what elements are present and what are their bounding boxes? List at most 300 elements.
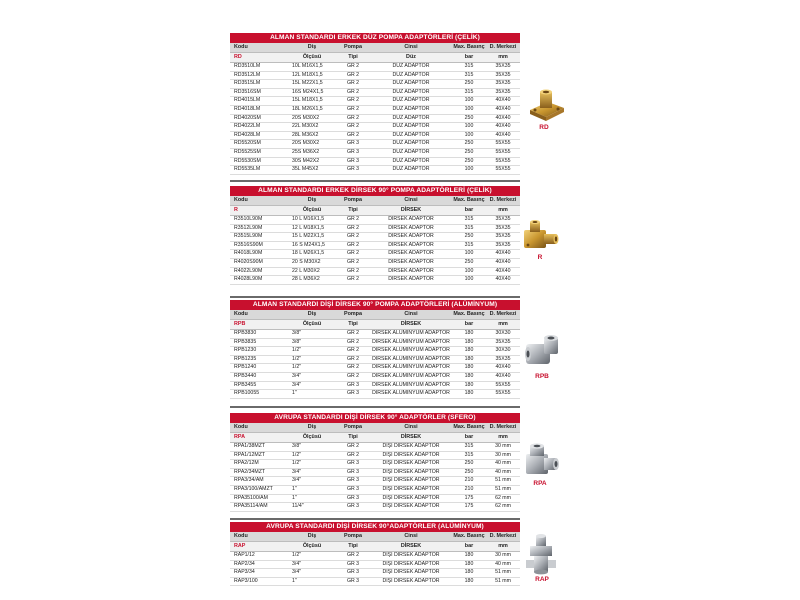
col-max-basinc: Max. Basınç [452,43,486,53]
table-cell: DİRSEK ALÜMİNYUM ADAPTÖR [370,347,452,356]
table-cell: 1/2" [288,451,336,460]
table-cell: DİŞİ DİRSEK ADAPTÖR [370,552,452,561]
subheader-row [230,433,520,443]
table-cell: 100 [452,250,486,259]
table-cell: GR 2 [336,443,370,452]
table-row [230,276,520,285]
table-cell: GR 3 [336,485,370,494]
table-cell: DİŞİ DİRSEK ADAPTÖR [370,460,452,469]
table-cell: 62 mm [486,503,520,512]
table-cell: R3512L90M [230,224,288,233]
sub-cinsi: DİRSEK [370,433,452,443]
table-cell: DİŞİ DİRSEK ADAPTÖR [370,477,452,486]
table-cell: DİRSEK ADAPTÖR [370,216,452,225]
header-row [230,43,520,53]
table-row [230,97,520,106]
table-cell: GR 2 [336,114,370,123]
table-cell: 15L M22X1,5 [288,80,336,89]
rd-adapter-photo [524,84,568,128]
sub-tipi: Tipi [336,542,370,552]
table-cell: 315 [452,88,486,97]
table-row [230,560,520,569]
table-cell: GR 2 [336,233,370,242]
table-cell: RPB1235 [230,355,288,364]
table-cell: 210 [452,485,486,494]
table-cell: 1/2" [288,355,336,364]
table-cell: 100 [452,97,486,106]
table-cell: RD3510LM [230,63,288,72]
table-cell: 180 [452,560,486,569]
subheader-row [230,542,520,552]
divider [230,180,520,182]
table-row [230,381,520,390]
table-cell: GR 3 [336,460,370,469]
table-cell: GR 3 [336,569,370,578]
table-cell: GR 3 [336,468,370,477]
table-cell: 1/2" [288,460,336,469]
table-row [230,468,520,477]
table-cell: 180 [452,569,486,578]
table-cell: DÜZ ADAPTÖR [370,80,452,89]
table-cell: DİŞİ DİRSEK ADAPTÖR [370,577,452,586]
table-row [230,477,520,486]
table-cell: 35X35 [486,63,520,72]
table-cell: 35X35 [486,88,520,97]
table-cell: 40X40 [486,364,520,373]
table-cell: DİŞİ DİRSEK ADAPTÖR [370,485,452,494]
table-cell: DÜZ ADAPTÖR [370,105,452,114]
table-cell: 11/4" [288,503,336,512]
subheader-row [230,53,520,63]
table-cell: RPB1230 [230,347,288,356]
col-d-merkezi: D. Merkezi [486,423,520,433]
table-cell: GR 2 [336,97,370,106]
table-cell: 3/4" [288,381,336,390]
table-cell: 250 [452,258,486,267]
product-table [230,532,520,586]
table-cell: R4022L90M [230,267,288,276]
table-cell: 40 mm [486,460,520,469]
table-row [230,451,520,460]
series-code: RD [230,53,288,63]
subheader-row [230,320,520,330]
table-cell: GR 2 [336,276,370,285]
sub-mm: mm [486,542,520,552]
table-row [230,131,520,140]
table-cell: 16S M24X1,5 [288,88,336,97]
table-cell: RPA2/34MZT [230,468,288,477]
table-cell: DİRSEK ALÜMİNYUM ADAPTÖR [370,364,452,373]
sub-cinsi: Düz [370,53,452,63]
table-cell: RAP3/34 [230,569,288,578]
table-cell: GR 3 [336,381,370,390]
table-cell: GR 3 [336,140,370,149]
table-row [230,338,520,347]
table-row [230,267,520,276]
table-cell: 28L M36X2 [288,131,336,140]
table-cell: 35X35 [486,216,520,225]
section-rap [230,522,520,586]
table-cell: 51 mm [486,577,520,586]
table-cell: RD4028LM [230,131,288,140]
table-cell: 18 L M26X1,5 [288,250,336,259]
table-cell: DÜZ ADAPTÖR [370,148,452,157]
table-cell: 16 S M24X1,5 [288,241,336,250]
table-cell: RD4018LM [230,105,288,114]
table-cell: RPB3835 [230,338,288,347]
table-cell: RD4015LM [230,97,288,106]
table-cell: 35X35 [486,241,520,250]
subheader-row [230,206,520,216]
table-cell: 55X55 [486,140,520,149]
sub-olcusu: Ölçüsü [288,53,336,63]
product-table [230,43,520,175]
table-cell: 25S M36X2 [288,148,336,157]
sub-bar: bar [452,542,486,552]
table-cell: 18L M26X1,5 [288,105,336,114]
table-cell: DİRSEK ADAPTÖR [370,233,452,242]
table-cell: DİRSEK ALÜMİNYUM ADAPTÖR [370,381,452,390]
table-cell: 30X30 [486,347,520,356]
table-cell: GR 2 [336,250,370,259]
col-kodu: Kodu [230,532,288,542]
table-cell: 250 [452,460,486,469]
table-cell: RD3515LM [230,80,288,89]
col-kodu: Kodu [230,43,288,53]
col-pompa: Pompa [336,43,370,53]
table-cell: 180 [452,347,486,356]
table-cell: 30S M42X2 [288,157,336,166]
table-cell: GR 2 [336,372,370,381]
table-cell: 1" [288,494,336,503]
table-cell: GR 2 [336,80,370,89]
table-row [230,503,520,512]
col-kodu: Kodu [230,423,288,433]
table-row [230,80,520,89]
table-cell: R3516S90M [230,241,288,250]
table-cell: 40X40 [486,105,520,114]
sub-olcusu: Ölçüsü [288,320,336,330]
r-label: R [537,254,543,261]
sub-bar: bar [452,433,486,443]
sub-mm: mm [486,206,520,216]
table-cell: 315 [452,63,486,72]
table-cell: 100 [452,267,486,276]
product-table [230,196,520,285]
table-cell: 55X55 [486,381,520,390]
table-cell: GR 2 [336,347,370,356]
col-d-merkezi: D. Merkezi [486,43,520,53]
table-cell: GR 3 [336,166,370,175]
col-cinsi: Cinsi [370,196,452,206]
table-cell: 40X40 [486,267,520,276]
table-cell: DİŞİ DİRSEK ADAPTÖR [370,560,452,569]
table-cell: 30 mm [486,443,520,452]
table-cell: 62 mm [486,494,520,503]
table-cell: DİRSEK ALÜMİNYUM ADAPTÖR [370,330,452,339]
table-cell: 250 [452,148,486,157]
col-dis: Diş [288,532,336,542]
table-row [230,443,520,452]
sub-mm: mm [486,53,520,63]
table-cell: 35X35 [486,355,520,364]
rd-label: RD [539,124,549,131]
table-cell: 175 [452,494,486,503]
divider [230,518,520,520]
table-cell: DİRSEK ALÜMİNYUM ADAPTÖR [370,338,452,347]
table-cell: 3/8" [288,330,336,339]
table-row [230,224,520,233]
header-row [230,423,520,433]
section-rpa [230,413,520,512]
table-cell: RPA3/34/AM [230,477,288,486]
sub-olcusu: Ölçüsü [288,433,336,443]
table-cell: 3/4" [288,477,336,486]
table-cell: 10L M16X1,5 [288,63,336,72]
divider [230,406,520,408]
col-d-merkezi: D. Merkezi [486,196,520,206]
table-cell: 12L M18X1,5 [288,71,336,80]
table-cell: DİRSEK ADAPTÖR [370,250,452,259]
table-cell: 55X55 [486,166,520,175]
table-row [230,241,520,250]
table-row [230,166,520,175]
table-cell: RPA1/38MZT [230,443,288,452]
table-row [230,569,520,578]
table-cell: RAP1/12 [230,552,288,561]
table-cell: 100 [452,166,486,175]
table-row [230,88,520,97]
table-cell: R4020S90M [230,258,288,267]
table-cell: 51 mm [486,477,520,486]
section-title: ALMAN STANDARDI DİŞİ DİRSEK 90° POMPA ADAPTÖRLERİ (ALÜMİNYUM) [230,300,520,310]
header-row [230,196,520,206]
table-cell: 3/4" [288,560,336,569]
table-row [230,390,520,399]
table-cell: 35X35 [486,338,520,347]
table-row [230,157,520,166]
sub-tipi: Tipi [336,53,370,63]
table-cell: RPA1/12MZT [230,451,288,460]
table-cell: DİRSEK ADAPTÖR [370,241,452,250]
table-cell: 1/2" [288,364,336,373]
table-cell: 315 [452,451,486,460]
table-cell: 1" [288,485,336,494]
table-cell: GR 2 [336,216,370,225]
section-title: ALMAN STANDARDI ERKEK DÜZ POMPA ADAPTÖRLERİ (ÇELİK) [230,33,520,43]
table-cell: RPB3830 [230,330,288,339]
table-cell: 10 L M16X1,5 [288,216,336,225]
col-pompa: Pompa [336,310,370,320]
table-cell: GR 3 [336,157,370,166]
series-code: R [230,206,288,216]
table-row [230,577,520,586]
table-cell: 175 [452,503,486,512]
table-cell: RD5535LM [230,166,288,175]
table-cell: 180 [452,390,486,399]
table-cell: DİRSEK ADAPTÖR [370,267,452,276]
table-cell: R4018L90M [230,250,288,259]
table-cell: DİRSEK ALÜMİNYUM ADAPTÖR [370,372,452,381]
table-cell: DÜZ ADAPTÖR [370,140,452,149]
table-cell: 3/4" [288,468,336,477]
table-cell: GR 3 [336,390,370,399]
table-row [230,258,520,267]
series-code: RAP [230,542,288,552]
table-cell: RPB1240 [230,364,288,373]
sub-bar: bar [452,53,486,63]
table-cell: 35X35 [486,233,520,242]
table-cell: 315 [452,216,486,225]
col-d-merkezi: D. Merkezi [486,532,520,542]
col-pompa: Pompa [336,423,370,433]
table-cell: DİŞİ DİRSEK ADAPTÖR [370,468,452,477]
table-cell: RPA3/100/AMZT [230,485,288,494]
sub-cinsi: DİRSEK [370,206,452,216]
table-cell: DİRSEK ADAPTÖR [370,276,452,285]
rpb-elbow-photo [522,330,564,370]
table-cell: DÜZ ADAPTÖR [370,166,452,175]
table-cell: RD4022LM [230,123,288,132]
table-row [230,105,520,114]
col-dis: Diş [288,423,336,433]
table-row [230,494,520,503]
table-row [230,330,520,339]
table-cell: RAP2/34 [230,560,288,569]
table-cell: 100 [452,131,486,140]
table-cell: 315 [452,71,486,80]
table-cell: 30 mm [486,552,520,561]
section-title: AVRUPA STANDARDI DİŞİ DİRSEK 90°ADAPTÖRLER (ALÜMİNYUM) [230,522,520,532]
col-pompa: Pompa [336,196,370,206]
table-cell: 100 [452,123,486,132]
table-cell: GR 2 [336,123,370,132]
table-cell: GR 2 [336,241,370,250]
table-cell: 180 [452,381,486,390]
table-cell: RD3516SM [230,88,288,97]
table-row [230,364,520,373]
table-cell: RD4020SM [230,114,288,123]
rpa-label: RPA [533,480,547,487]
col-pompa: Pompa [336,532,370,542]
table-cell: 100 [452,276,486,285]
table-cell: GR 2 [336,88,370,97]
table-cell: 250 [452,140,486,149]
col-cinsi: Cinsi [370,423,452,433]
table-cell: DİŞİ DİRSEK ADAPTÖR [370,494,452,503]
rpb-label: RPB [535,373,549,380]
table-cell: R3515L90M [230,233,288,242]
section-rpb [230,300,520,399]
col-d-merkezi: D. Merkezi [486,310,520,320]
table-cell: GR 2 [336,552,370,561]
table-cell: GR 2 [336,451,370,460]
table-cell: DÜZ ADAPTÖR [370,131,452,140]
table-cell: 20 S M30X2 [288,258,336,267]
table-cell: 315 [452,241,486,250]
table-cell: RAP3/100 [230,577,288,586]
table-cell: 3/8" [288,443,336,452]
table-cell: 3/8" [288,338,336,347]
table-cell: 3/4" [288,372,336,381]
table-cell: GR 3 [336,494,370,503]
col-cinsi: Cinsi [370,43,452,53]
table-cell: R4028L90M [230,276,288,285]
table-cell: GR 2 [336,224,370,233]
table-cell: 180 [452,330,486,339]
table-cell: RPA2/12M [230,460,288,469]
table-cell: GR 2 [336,131,370,140]
table-cell: 250 [452,157,486,166]
col-max-basinc: Max. Basınç [452,310,486,320]
table-cell: GR 2 [336,105,370,114]
table-cell: RPA35100/AM [230,494,288,503]
table-cell: 22 L M30X2 [288,267,336,276]
sub-cinsi: DİRSEK [370,320,452,330]
table-cell: 180 [452,364,486,373]
table-cell: 15L M18X1,5 [288,97,336,106]
product-table [230,423,520,512]
table-cell: GR 3 [336,477,370,486]
series-code: RPA [230,433,288,443]
table-row [230,552,520,561]
table-cell: DİŞİ DİRSEK ADAPTÖR [370,443,452,452]
table-cell: 40X40 [486,250,520,259]
table-cell: DÜZ ADAPTÖR [370,71,452,80]
table-cell: 35L M45X2 [288,166,336,175]
sub-olcusu: Ölçüsü [288,542,336,552]
table-cell: R3510L90M [230,216,288,225]
table-cell: 180 [452,355,486,364]
table-cell: DİŞİ DİRSEK ADAPTÖR [370,569,452,578]
sub-bar: bar [452,320,486,330]
section-title: ALMAN STANDARDI ERKEK DİRSEK 90° POMPA ADAPTÖRLERİ (ÇELİK) [230,186,520,196]
table-cell: GR 2 [336,63,370,72]
table-row [230,140,520,149]
table-cell: DİŞİ DİRSEK ADAPTÖR [370,503,452,512]
rap-label: RAP [535,576,549,583]
table-cell: 30 mm [486,451,520,460]
section-title: AVRUPA STANDARDI DİŞİ DİRSEK 90° ADAPTÖRLER (SFERO) [230,413,520,423]
table-cell: 35X35 [486,80,520,89]
table-cell: 100 [452,105,486,114]
table-cell: 20S M30X2 [288,114,336,123]
table-row [230,485,520,494]
header-row [230,310,520,320]
table-cell: GR 2 [336,355,370,364]
table-cell: 180 [452,372,486,381]
table-cell: 40X40 [486,372,520,381]
col-cinsi: Cinsi [370,310,452,320]
table-cell: 3/4" [288,569,336,578]
sub-bar: bar [452,206,486,216]
table-cell: 180 [452,552,486,561]
table-cell: 55X55 [486,148,520,157]
table-row [230,63,520,72]
table-row [230,123,520,132]
rpa-elbow-photo [520,442,562,480]
table-cell: DÜZ ADAPTÖR [370,88,452,97]
sub-tipi: Tipi [336,206,370,216]
table-cell: 51 mm [486,485,520,494]
table-row [230,460,520,469]
table-cell: 40 mm [486,560,520,569]
sub-mm: mm [486,320,520,330]
sub-tipi: Tipi [336,320,370,330]
table-row [230,355,520,364]
col-dis: Diş [288,310,336,320]
table-cell: DÜZ ADAPTÖR [370,63,452,72]
